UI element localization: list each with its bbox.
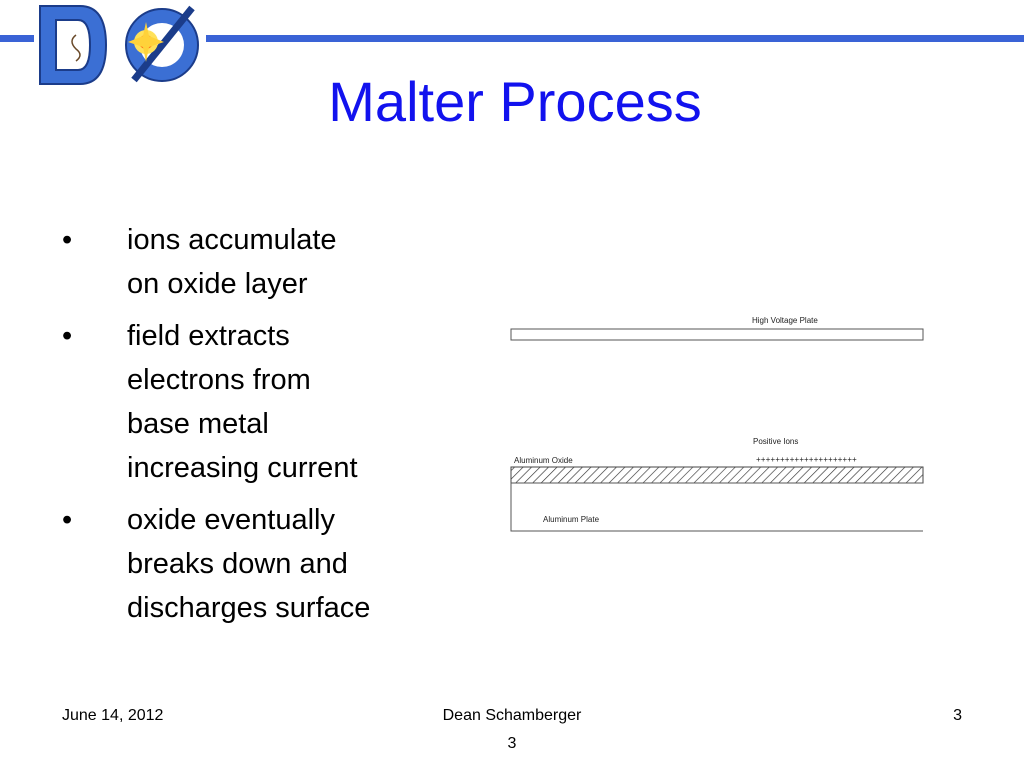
bullet-item — [62, 218, 482, 306]
positive-ions-marks: +++++++++++++++++++++ — [756, 456, 857, 465]
footer-author-page: 3 — [507, 735, 517, 752]
slide-title: Malter Process — [328, 70, 702, 133]
bullet-line: ions accumulate — [127, 224, 337, 256]
bullet-line: electrons from — [127, 364, 311, 396]
bullet-line: field extracts — [127, 320, 290, 352]
bullet-line: discharges surface — [127, 592, 371, 624]
bullet-line: increasing current — [127, 452, 358, 484]
bullet-line: breaks down and — [127, 548, 348, 580]
bullet-list — [62, 218, 482, 638]
aluminum-oxide-layer — [511, 467, 923, 483]
aluminum-oxide-label: Aluminum Oxide — [514, 456, 573, 465]
bullet-line: oxide eventually — [127, 504, 335, 536]
high-voltage-label: High Voltage Plate — [752, 316, 818, 325]
slide-number: 3 — [953, 707, 962, 724]
footer-author: Dean Schamberger — [442, 707, 582, 724]
bullet-marker: • — [62, 504, 73, 536]
bullet-item — [62, 314, 482, 490]
bullet-line: base metal — [127, 408, 269, 440]
bullet-line: on oxide layer — [127, 268, 308, 300]
footer-date: June 14, 2012 — [62, 707, 164, 724]
aluminum-plate-label: Aluminum Plate — [543, 515, 600, 524]
high-voltage-plate — [511, 329, 923, 340]
positive-ions-label: Positive Ions — [753, 437, 799, 446]
malter-effect-diagram — [508, 312, 924, 536]
bullet-item — [62, 498, 482, 630]
bullet-marker: • — [62, 224, 73, 256]
bullet-marker: • — [62, 320, 73, 352]
